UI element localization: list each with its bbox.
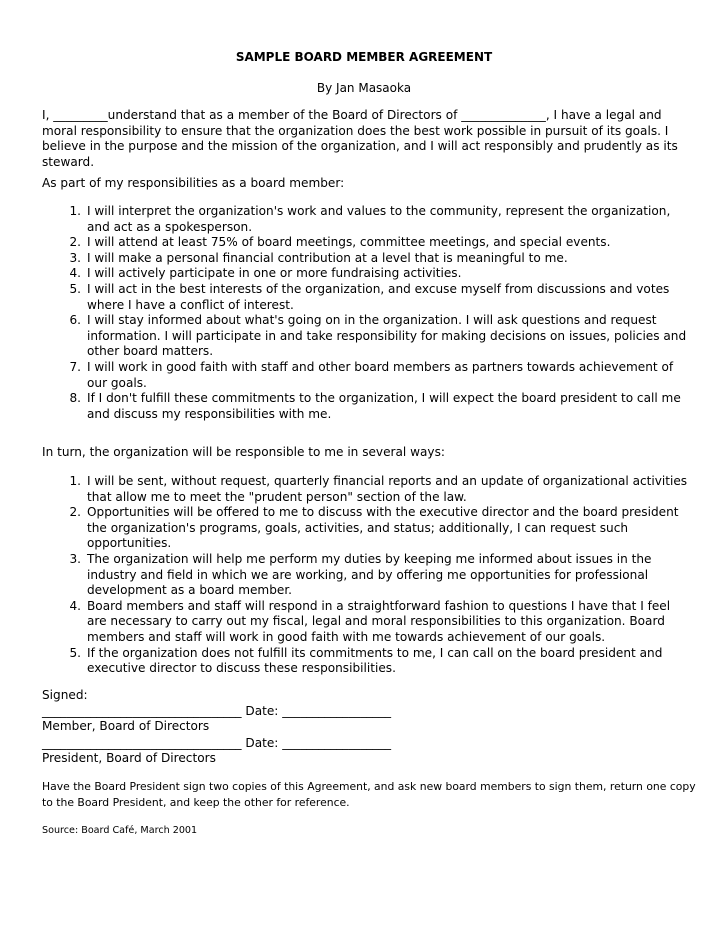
list-item-number: 1. — [69, 474, 81, 488]
source-citation: Source: Board Café, March 2001 — [42, 825, 198, 836]
list-item-number: 7. — [69, 359, 81, 374]
list-item-number: 2. — [69, 235, 81, 250]
list-item — [42, 360, 692, 391]
president-signature-role: President, Board of Directors — [42, 751, 216, 765]
list-item — [42, 235, 692, 251]
list-item-text: I will act in the best interests of the organization, and excuse myself from discussions and votes where I have a conflict of interest. — [87, 281, 670, 312]
list-item-text: I will make a personal financial contribution at a level that is meaningful to me. — [87, 250, 568, 265]
president-signature-line: _________________________________ Date: __________________ — [42, 736, 392, 750]
list-item-text: I will interpret the organization's work and values to the community, represent the organization, and act as a spokesperson. — [87, 204, 671, 234]
list-item — [42, 204, 692, 235]
list-item-number: 1. — [69, 204, 81, 218]
responsibilities-lead: As part of my responsibilities as a board member: — [42, 176, 345, 190]
list-item-text: I will actively participate in one or more fundraising activities. — [87, 266, 462, 281]
list-item — [42, 599, 692, 646]
list-item-text: I will work in good faith with staff and other board members as partners towards achievement of our goals. — [87, 359, 674, 390]
list-item-text: Board members and staff will respond in a straightforward fashion to questions I have that I feel are necessary to carry out my fiscal, legal and moral responsibilities to this organization. Board members and staff will work in good faith with me towards achievement of our goals. — [87, 598, 671, 644]
list-item-number: 5. — [69, 645, 81, 660]
list-item — [42, 313, 692, 360]
document-author: By Jan Masaoka — [316, 81, 412, 95]
list-item-number: 3. — [69, 551, 81, 566]
list-item — [42, 266, 692, 282]
member-signature-role: Member, Board of Directors — [42, 719, 210, 733]
intro-paragraph: I, _________understand that as a member of the Board of Directors of ______________, I have a legal and moral responsibility to ensure that the organization does the best work possible in pursuit of its goals. I believe in the purpose and the mission of the organization, and I will act responsibly and prudently as its steward. — [42, 108, 678, 169]
organization-lead: In turn, the organization will be responsible to me in several ways: — [42, 445, 445, 459]
list-item-number: 8. — [69, 391, 81, 406]
list-item — [42, 646, 692, 677]
list-item-text: The organization will help me perform my duties by keeping me informed about issues in the industry and field in which we are working, and by offering me opportunities for professional development as a board member. — [87, 551, 652, 598]
list-item-text: I will attend at least 75% of board meetings, committee meetings, and special events. — [87, 235, 611, 250]
list-item-number: 4. — [69, 266, 81, 281]
list-item-number: 2. — [69, 505, 81, 520]
list-item — [42, 505, 692, 552]
list-item-number: 6. — [69, 313, 81, 328]
list-item — [42, 474, 692, 505]
list-item — [42, 391, 692, 422]
list-item-number: 5. — [69, 281, 81, 296]
list-item-text: I will be sent, without request, quarterly financial reports and an update of organizational activities that allow me to meet the "prudent person" section of the law. — [87, 474, 688, 504]
list-item-number: 3. — [69, 250, 81, 265]
responsibilities-list — [42, 204, 692, 422]
list-item — [42, 282, 692, 313]
list-item-text: If the organization does not fulfill its commitments to me, I can call on the board president and executive director to discuss these responsibilities. — [87, 645, 663, 676]
list-item-text: I will stay informed about what's going on in the organization. I will ask questions and request information. I will participate in and take responsibility for making decisions on issues, policies and other board matters. — [87, 313, 687, 359]
list-item — [42, 552, 692, 599]
organization-duties-list — [42, 474, 692, 677]
list-item-number: 4. — [69, 598, 81, 613]
instructions-note: Have the Board President sign two copies of this Agreement, and ask new board members to sign them, return one copy to the Board President, and keep the other for reference. — [42, 780, 696, 809]
list-item-text: Opportunities will be offered to me to discuss with the executive director and the board president the organization's programs, goals, activities, and status; additionally, I can request such opportunities. — [87, 505, 679, 551]
member-signature-line: _________________________________ Date: __________________ — [42, 704, 392, 718]
document-title: SAMPLE BOARD MEMBER AGREEMENT — [235, 50, 493, 64]
list-item — [42, 251, 692, 267]
signed-label: Signed: — [42, 688, 88, 702]
list-item-text: If I don't fulfill these commitments to the organization, I will expect the board president to call me and discuss my responsibilities with me. — [87, 391, 681, 421]
